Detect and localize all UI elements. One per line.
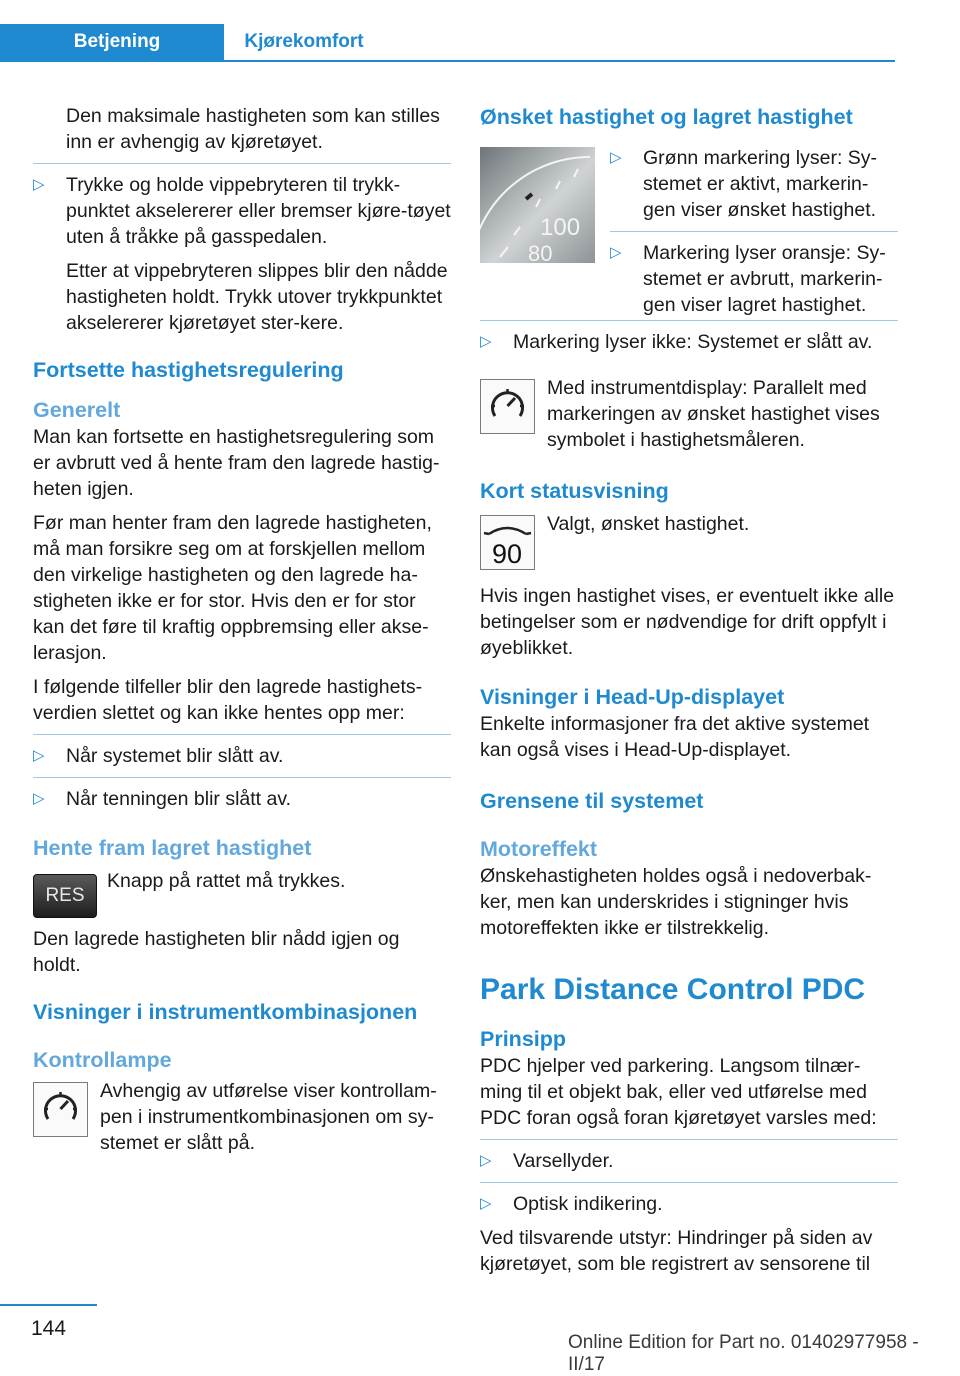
list-item-text: Markering lyser oransje: Sy-stemet er avbrutt, markerin-gen viser lagret hastighet. — [643, 242, 886, 316]
gauge-row — [480, 145, 898, 318]
header-tabbar — [0, 24, 895, 62]
divider — [33, 734, 451, 735]
paragraph-etter: Etter at vippebryteren slippes blir den nådde hastigheten holdt. Trykk utover trykkpunktet akselererer kjøretøyet ster-kere. — [66, 260, 448, 334]
list-item — [33, 786, 451, 812]
intro-paragraph: Den maksimale hastigheten som kan stilles inn er avhengig av kjøretøyet. — [66, 105, 440, 153]
divider — [480, 1182, 898, 1183]
paragraph-res: Knapp på rattet må trykkes. — [107, 870, 346, 892]
subheading-motoreffekt: Motoreffekt — [480, 837, 598, 861]
paragraph-generelt-3: I følgende tilfeller blir den lagrede hastighets-verdien slettet og kan ikke hentes opp mer: — [33, 676, 423, 724]
bullet-triangle-icon: ▷ — [33, 747, 45, 764]
paragraph-generelt-1: Man kan fortsette en hastighetsregulering som er avbrutt ved å hente fram den lagrede hastig-heten igjen. — [33, 426, 440, 500]
divider — [33, 777, 451, 778]
heading-headup: Visninger i Head-Up-displayet — [480, 685, 785, 709]
list-item-text: Optisk indikering. — [513, 1193, 663, 1215]
bullet-triangle-icon: ▷ — [480, 1195, 492, 1212]
divider — [480, 1139, 898, 1140]
speedometer-image — [480, 147, 595, 263]
heading-fortsette: Fortsette hastighetsregulering — [33, 358, 344, 382]
heading-kort-status: Kort statusvisning — [480, 479, 669, 503]
paragraph-valgt: Valgt, ønsket hastighet. — [547, 513, 750, 535]
right-column — [480, 103, 898, 1277]
tab-betjening[interactable]: Betjening — [0, 24, 224, 60]
paragraph-prinsipp: PDC hjelper ved parkering. Langsom tilnær-ming til et objekt bak, eller ved utførelse med PDC foran også foran kjøretøyet varsles med: — [480, 1055, 877, 1129]
list-item — [610, 145, 898, 223]
cruise-control-icon — [480, 379, 535, 434]
heading-pdc: Park Distance Control PDC — [480, 973, 866, 1006]
instrumentdisplay-row — [480, 375, 898, 453]
left-column — [33, 103, 451, 1156]
status-speed-icon — [480, 515, 535, 570]
status-speed-value: 90 — [492, 539, 523, 569]
gauge-label-100: 100 — [540, 214, 581, 241]
paragraph-motoreffekt: Ønskehastigheten holdes også i nedoverbak-ker, men kan underskrides i stigninger hvis motoreffekten ikke er tilstrekkelig. — [480, 865, 872, 939]
list-item-text: Når systemet blir slått av. — [66, 745, 284, 767]
paragraph-nadd: Den lagrede hastigheten blir nådd igjen og holdt. — [33, 928, 400, 976]
gauge-label-80: 80 — [528, 241, 553, 263]
res-button-icon — [33, 874, 97, 918]
paragraph-tilsvarende: Ved tilsvarende utstyr: Hindringer på siden av kjøretøyet, som ble registrert av sensorene til — [480, 1227, 873, 1275]
list-item — [33, 743, 451, 769]
subheading-hente: Hente fram lagret hastighet — [33, 836, 312, 860]
list-item-text: Når tenningen blir slått av. — [66, 788, 292, 810]
list-item — [480, 329, 898, 355]
subheading-kontrollampe: Kontrollampe — [33, 1048, 172, 1072]
bullet-triangle-icon: ▷ — [480, 333, 492, 350]
subheading-prinsipp: Prinsipp — [480, 1027, 567, 1051]
bullet-triangle-icon: ▷ — [480, 1152, 492, 1169]
bullet-triangle-icon: ▷ — [610, 244, 622, 261]
subheading-generelt: Generelt — [33, 398, 121, 422]
res-label: RES — [45, 885, 85, 906]
list-item — [33, 172, 451, 250]
paragraph-headup: Enkelte informasjoner fra det aktive systemet kan også vises i Head-Up-displayet. — [480, 713, 870, 761]
list-item-text: Grønn markering lyser: Sy-stemet er aktivt, markerin-gen viser ønsket hastighet. — [643, 147, 878, 221]
divider — [480, 320, 898, 321]
heading-onsket: Ønsket hastighet og lagret hastighet — [480, 105, 853, 129]
paragraph-generelt-2: Før man henter fram den lagrede hastigheten, må man forsikre seg om at forskjellen mellom den virkelige hastigheten og den lagrede ha-stigheten ikke er for stor. Hvis den er for stor kan det føre til kraftig oppbremsing eller akse-lerasjon. — [33, 512, 432, 664]
list-item-text: Varsellyder. — [513, 1150, 614, 1172]
heading-grensene: Grensene til systemet — [480, 789, 704, 813]
status-row — [480, 511, 898, 573]
page-number: 144 — [31, 1317, 67, 1340]
cruise-control-icon — [33, 1082, 88, 1137]
divider — [33, 163, 451, 164]
list-item — [480, 1148, 898, 1174]
kontrollampe-row — [33, 1078, 451, 1156]
tab-kjorekomfort[interactable]: Kjørekomfort — [244, 31, 364, 52]
paragraph-kontrollampe: Avhengig av utførelse viser kontrollam-pen i instrumentkombinasjonen om sy-stemet er slått på. — [100, 1080, 437, 1154]
bullet-triangle-icon: ▷ — [610, 149, 622, 166]
paragraph-instrumentdisplay: Med instrumentdisplay: Parallelt med markeringen av ønsket hastighet vises symbolet i hastighetsmåleren. — [547, 377, 880, 451]
list-item-text: Markering lyser ikke: Systemet er slått av. — [513, 331, 873, 353]
res-row — [33, 868, 451, 918]
heading-visninger-instrument: Visninger i instrumentkombinasjonen — [33, 1000, 418, 1024]
bullet-triangle-icon: ▷ — [33, 790, 45, 807]
footer-edition: Online Edition for Part no. 01402977958 - II/17 — [568, 1332, 919, 1375]
list-item-text: Trykke og holde vippebryteren til trykk-punktet akselererer eller bremser kjøre-tøyet uten å tråkke på gasspedalen. — [66, 174, 451, 248]
divider — [610, 231, 898, 232]
list-item — [480, 1191, 898, 1217]
bullet-triangle-icon: ▷ — [33, 176, 45, 193]
list-item — [610, 240, 898, 318]
paragraph-ingen: Hvis ingen hastighet vises, er eventuelt ikke alle betingelser som er nødvendige for drift oppfylt i øyeblikket. — [480, 585, 895, 659]
footer-divider — [0, 1304, 97, 1306]
